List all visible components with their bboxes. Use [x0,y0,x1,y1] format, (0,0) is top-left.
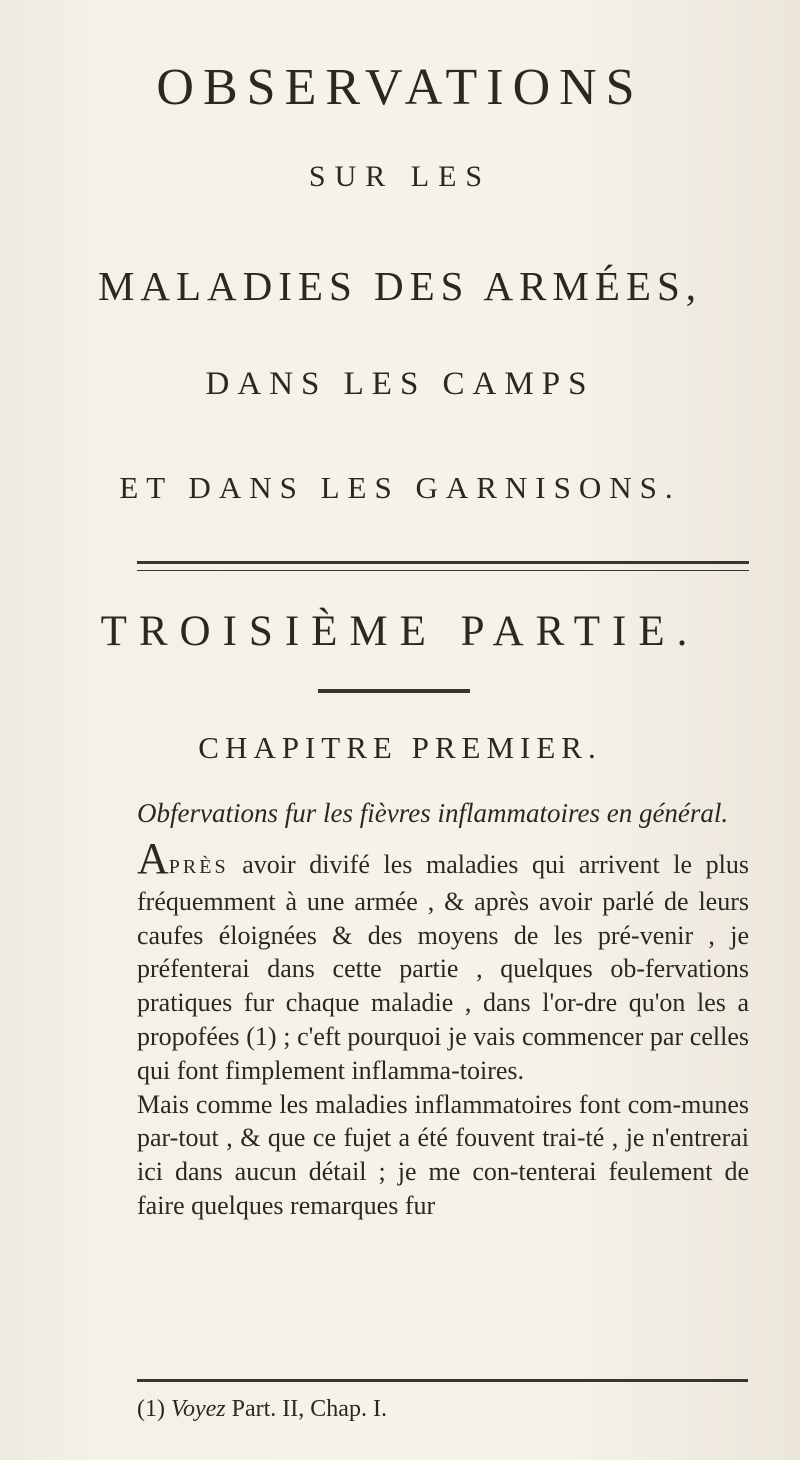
chapter-subtitle: Obfervations fur les fièvres inflammatoires en général. [137,798,729,828]
paragraph-1 [137,834,749,1088]
title-observations: OBSERVATIONS [156,59,644,116]
footnote-rule [137,1379,748,1382]
title-et-dans-les-garnisons: ET DANS LES GARNISONS. [119,470,681,505]
part-heading: TROISIÈME PARTIE. [100,608,700,655]
double-rule-thick [137,561,749,564]
footnote-reference: Part. II, Chap. I. [231,1396,387,1422]
initial-letter: A [137,834,169,883]
title-sur-les: SUR LES [308,160,492,193]
footnote [137,1396,387,1423]
paragraph-1-text: avoir divifé les maladies qui arrivent le plus fréquemment à une armée , & après avoir parlé de leurs caufes éloignées & des moyens de les pré-venir , je préfenterai dans cette partie , quelques ob-fervations pratiques fur chaque maladie , dans l'or-dre qu'on les a propofées (1) ; c'eft pourquoi je vais commencer par celles qui font fimplement inflamma-toires. [137,850,749,1085]
title-dans-les-camps: DANS LES CAMPS [205,366,595,402]
footnote-voyez: Voyez [170,1396,226,1422]
footnote-marker: (1) [137,1396,165,1422]
initial-word-rest: PRÈS [168,856,229,878]
title-maladies-des-armees: MALADIES DES ARMÉES, [97,263,703,309]
chapter-heading: CHAPITRE PREMIER. [198,730,602,765]
paragraph-2: Mais comme les maladies inflammatoires font com-munes par-tout , & que ce fujet a été fouvent trai-té , je n'entrerai ici dans aucun détail ; je me con-tenterai feulement de faire quelques remarques fur [137,1089,749,1220]
double-rule-thin [137,570,749,571]
body-text [137,834,749,1223]
short-rule [318,689,470,693]
